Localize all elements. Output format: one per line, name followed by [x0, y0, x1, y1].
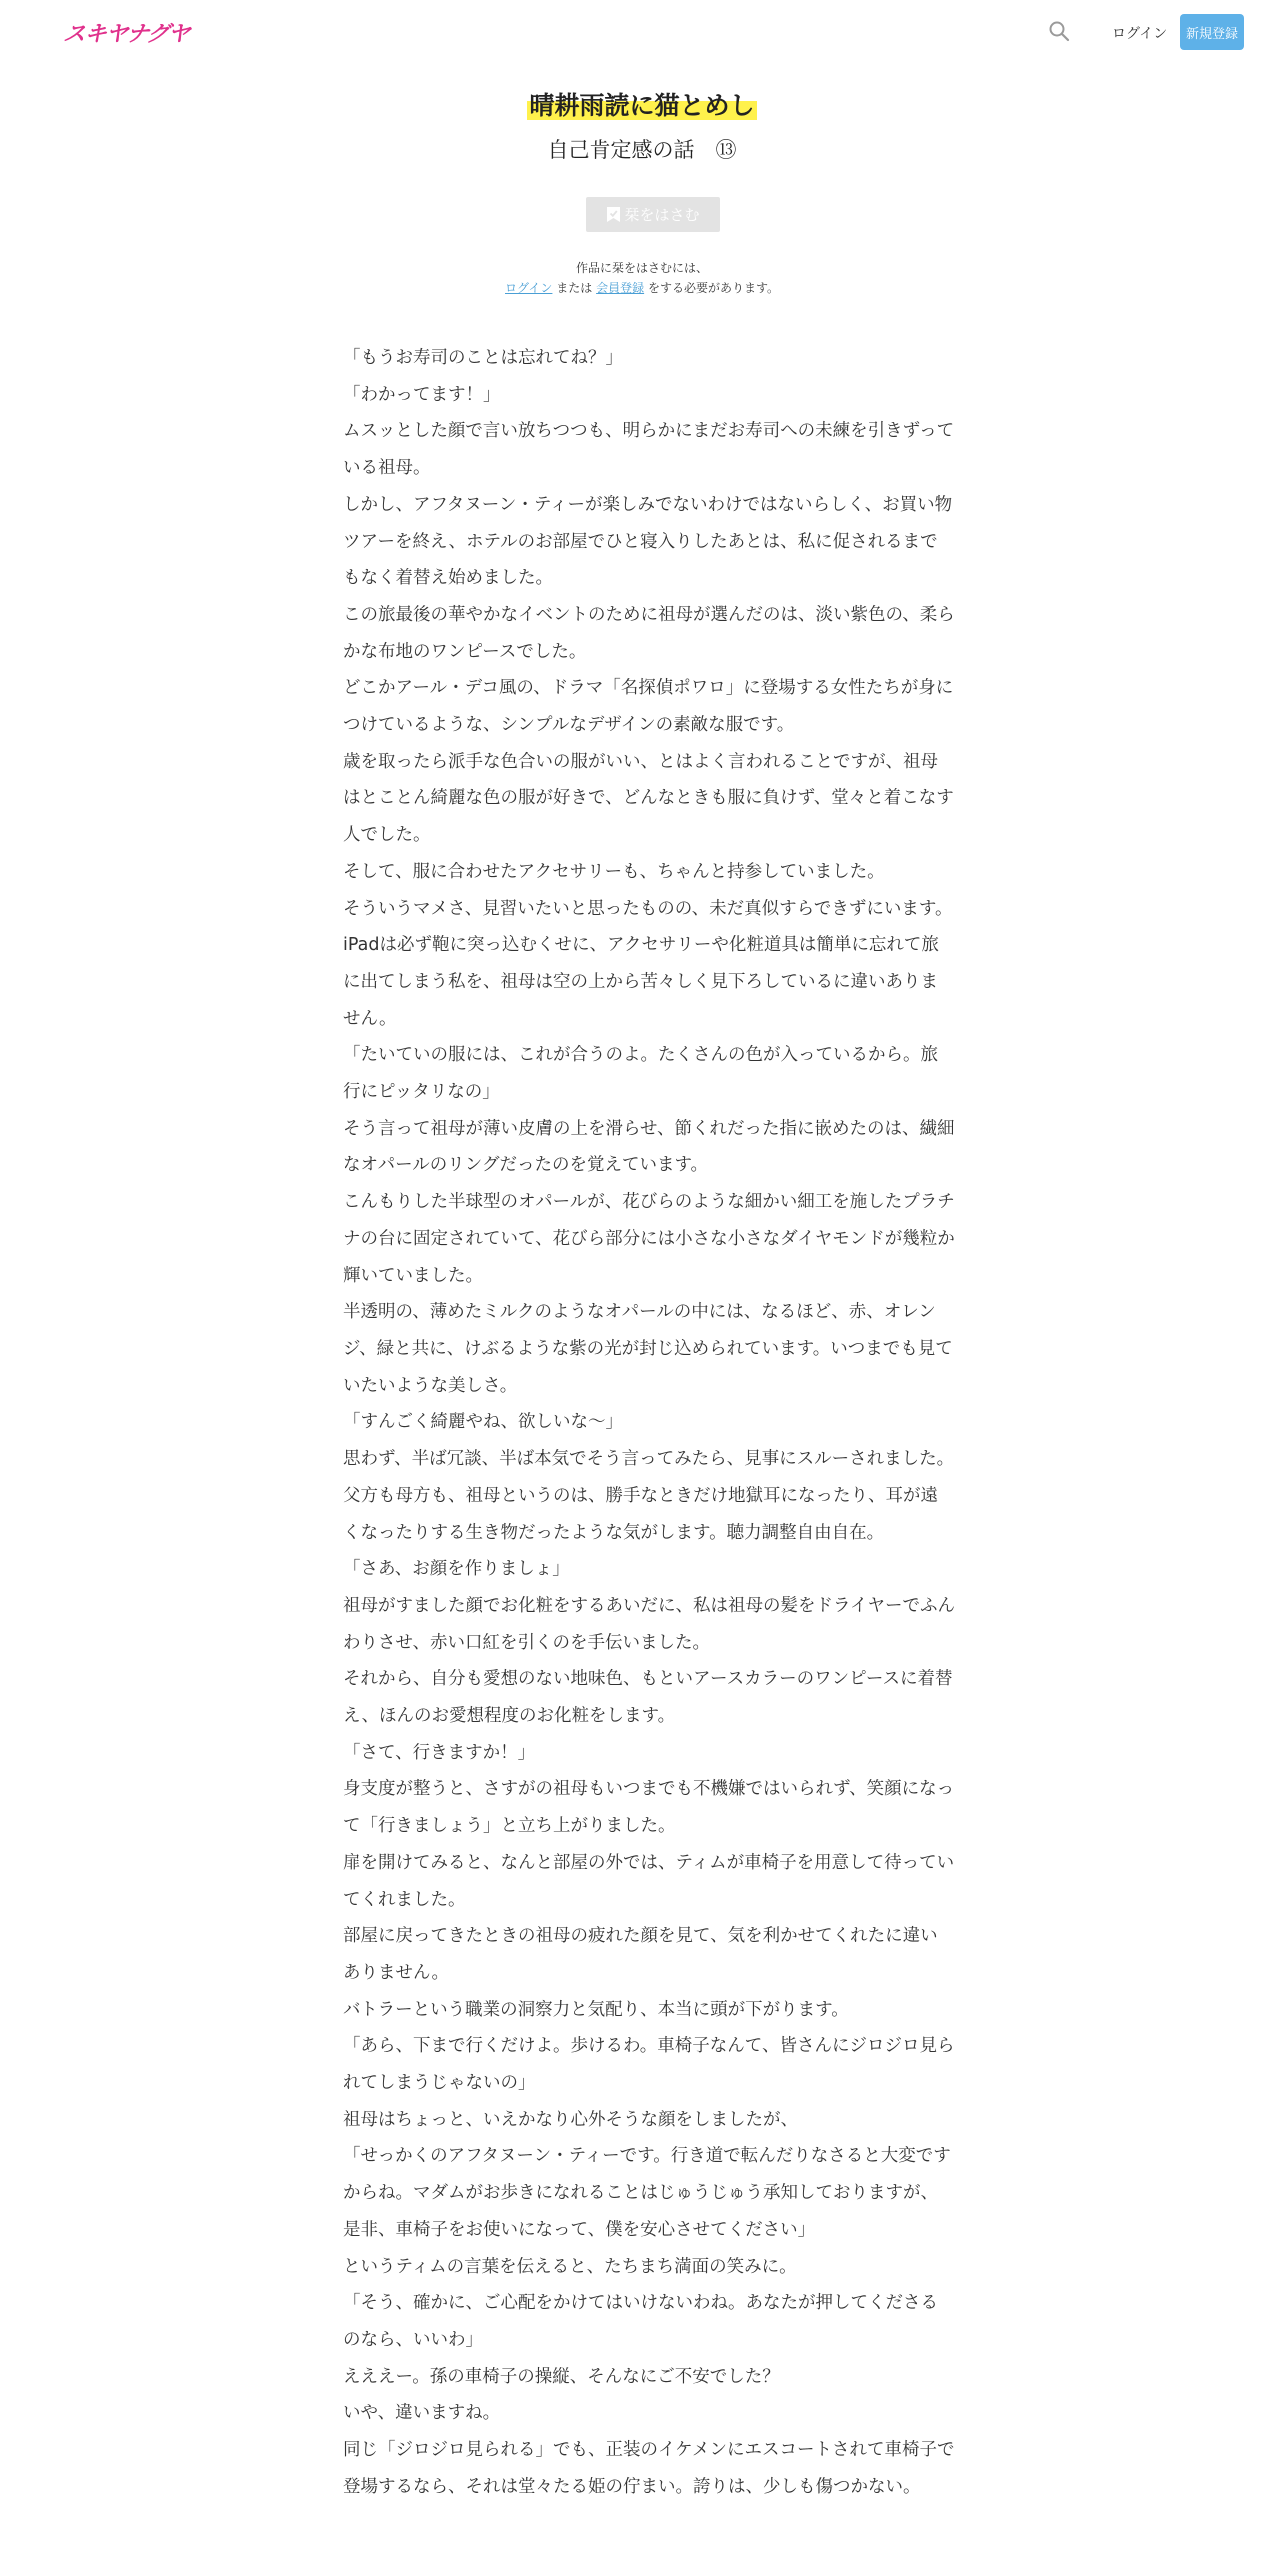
note-login-link[interactable]: ログイン: [505, 281, 553, 295]
episode-title: 自己肯定感の話 ⑬: [547, 138, 737, 162]
body-paragraph: 「さて、行きますか！」: [343, 1742, 536, 1763]
body-paragraph: 祖母はちょっと、いえかなり心外そうな顔をしましたが、: [343, 2109, 798, 2130]
body-paragraph: この旅最後の華やかなイベントのために祖母が選んだのは、淡い紫色の、柔らかな布地のワンピースでした。: [343, 604, 955, 662]
bookmark-note-line1: 作品に栞をはさむには、: [575, 261, 708, 275]
bookmark-label: 栞をはさむ: [624, 206, 700, 224]
body-paragraph: 扉を開けてみると、なんと部屋の外では、ティムが車椅子を用意して待っていてくれました。: [343, 1852, 955, 1910]
bookmark-icon: [606, 206, 621, 223]
body-paragraph: 「そう、確かに、ご心配をかけてはいけないわね。あなたが押してくださるのなら、いいわ」: [343, 2293, 938, 2350]
body-paragraph: どこかアール・デコ風の、ドラマ「名探偵ポワロ」に登場する女性たちが身につけているような、シンプルなデザインの素敵な服です。: [343, 678, 954, 736]
body-paragraph: バトラーという職業の洞察力と気配り、本当に頭が下がります。: [343, 1999, 849, 2020]
body-paragraph: 「たいていの服には、これが合うのよ。たくさんの色が入っているから。旅行にピッタリなの」: [343, 1045, 938, 1103]
body-paragraph: それから、自分も愛想のない地味色、もといアースカラーのワンピースに着替え、ほんのお愛想程度のお化粧をします。: [343, 1669, 953, 1727]
body-paragraph: しかし、アフタヌーン・ティーが楽しみでないわけではないらしく、お買い物ツアーを終え、ホテルのお部屋でひと寝入りしたあとは、私に促されるまでもなく着替え始めました。: [343, 494, 953, 589]
body-paragraph: 「さあ、お顔を作りましょ」: [343, 1559, 570, 1580]
body-paragraph: ムスッとした顔で言い放ちつつも、明らかにまだお寿司への未練を引きずっている祖母。: [343, 421, 955, 479]
body-paragraph: 歳を取ったら派手な色合いの服がいい、とはよく言われることですが、祖母はとことん綺麗な色の服が好きで、どんなときも服に負けず、堂々と着こなす人でした。: [343, 751, 954, 846]
series-title-row: [0, 86, 1284, 122]
site-logo[interactable]: スキヤナグヤ: [61, 22, 191, 47]
body-paragraph: そして、服に合わせたアクセサリーも、ちゃんと持参していました。: [343, 861, 885, 882]
body-paragraph: 父方も母方も、祖母というのは、勝手なときだけ地獄耳になったり、耳が遠くなったりする生き物だったような気がします。聴力調整自由自在。: [343, 1485, 938, 1543]
episode-body: [343, 340, 955, 2505]
series-title[interactable]: 晴耕雨読に猫とめし: [529, 91, 755, 120]
body-paragraph: 祖母がすました顔でお化粧をするあいだに、私は祖母の髪をドライヤーでふんわりさせ、赤い口紅を引くのを手伝いました。: [343, 1595, 955, 1653]
note-suffix: をする必要があります。: [647, 281, 779, 295]
body-paragraph: こんもりした半球型のオパールが、花びらのような細かい細工を施したプラチナの台に固定されていて、花びら部分には小さな小さなダイヤモンドが幾粒か輝いていました。: [343, 1192, 955, 1286]
body-paragraph: 「あら、下まで行くだけよ。歩けるわ。車椅子なんて、皆さんにジロジロ見られてしまうじゃないの」: [343, 2036, 955, 2094]
body-paragraph: iPadは必ず鞄に突っ込むくせに、アクセサリーや化粧道具は簡単に忘れて旅に出てしまう私を、祖母は空の上から苦々しく見下ろしているに違いありません。: [343, 935, 939, 1029]
body-paragraph: 同じ「ジロジロ見られる」でも、正装のイケメンにエスコートされて車椅子で登場するなら、それは堂々たる姫の佇まい。誇りは、少しも傷つかない。: [343, 2440, 955, 2497]
body-paragraph: 半透明の、薄めたミルクのようなオパールの中には、なるほど、赤、オレンジ、緑と共に、けぶるような紫の光が封じ込められています。いつまでも見ていたいような美しさ。: [343, 1302, 953, 1396]
bookmark-note: [0, 258, 1284, 298]
bookmark-button[interactable]: [586, 197, 720, 232]
body-paragraph: 「すんごく綺麗やね、欲しいな～」: [343, 1412, 623, 1433]
body-paragraph: 部屋に戻ってきたときの祖母の疲れた顔を見て、気を利かせてくれたに違いありません。: [343, 1926, 938, 1983]
body-paragraph: 思わず、半ば冗談、半ば本気でそう言ってみたら、見事にスルーされました。: [343, 1449, 955, 1470]
body-paragraph: えええー。孫の車椅子の操縦、そんなにご不安でした？: [343, 2366, 780, 2387]
body-paragraph: そういうマメさ、見習いたいと思ったものの、未だ真似すらできずにいます。: [343, 898, 953, 919]
body-paragraph: 身支度が整うと、さすがの祖母もいつまでも不機嫌ではいられず、笑顔になって「行きましょう」と立ち上がりました。: [343, 1779, 955, 1837]
body-paragraph: そう言って祖母が薄い皮膚の上を滑らせ、節くれだった指に嵌めたのは、繊細なオパールのリングだったのを覚えています。: [343, 1118, 955, 1176]
signup-button[interactable]: 新規登録: [1180, 14, 1244, 50]
body-paragraph: 「わかってます！」: [343, 384, 501, 405]
bookmark-note-line2: [0, 278, 1284, 298]
body-paragraph: いや、違いますね。: [343, 2403, 501, 2424]
note-signup-link[interactable]: 会員登録: [596, 281, 645, 295]
site-header: [0, 0, 1284, 66]
search-icon[interactable]: [1048, 20, 1070, 42]
note-or: または: [556, 281, 593, 295]
body-paragraph: 「もうお寿司のことは忘れてね？」: [343, 348, 623, 368]
body-paragraph: 「せっかくのアフタヌーン・ティーです。行き道で転んだりなさると大変ですからね。マダムがお歩きになれることはじゅうじゅう承知しておりますが、是非、車椅子をお使いになって、僕を安心させてください」: [343, 2146, 951, 2240]
login-link[interactable]: ログイン: [1112, 26, 1168, 42]
body-paragraph: というティムの言葉を伝えると、たちまち満面の笑みに。: [343, 2256, 797, 2277]
